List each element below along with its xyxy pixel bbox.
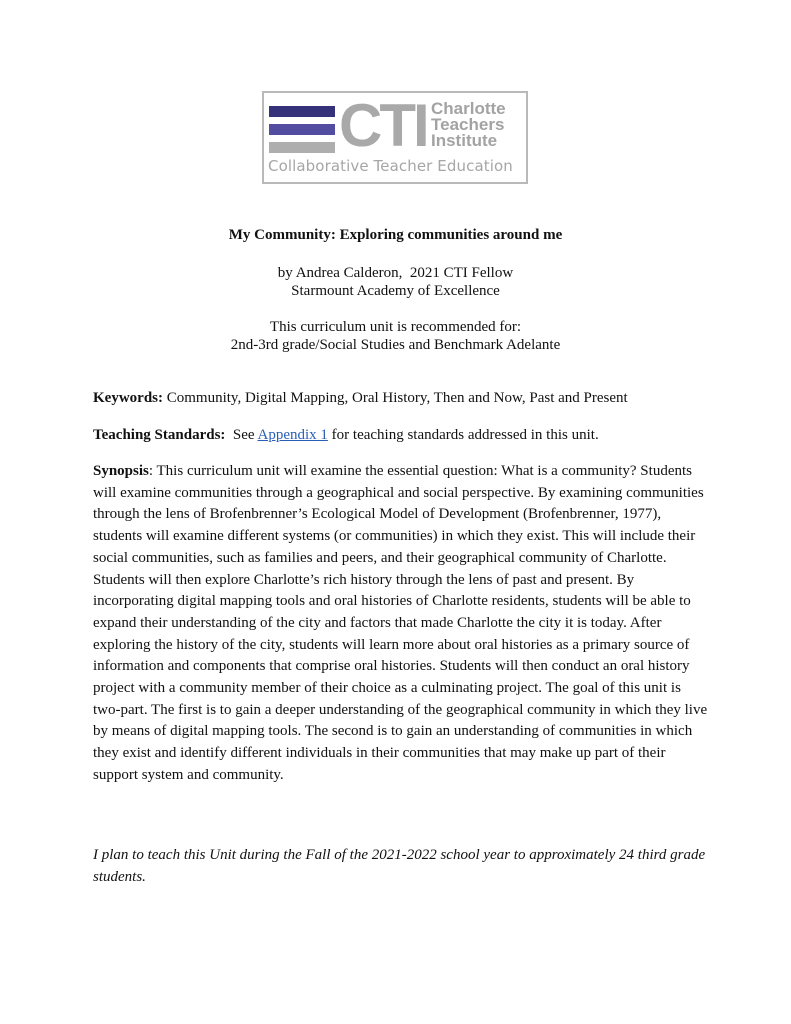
author-line: by Andrea Calderon, 2021 CTI Fellow <box>277 265 514 281</box>
logo-bar-dark <box>269 106 335 117</box>
recommendation-block <box>0 318 791 354</box>
document-title: My Community: Exploring communities around me <box>228 227 563 243</box>
teaching-standards-post: for teaching standards addressed in this unit. <box>327 427 599 443</box>
teaching-standards-paragraph <box>93 425 708 447</box>
teaching-plan-paragraph: I plan to teach this Unit during the Fall of the 2021-2022 school year to approximately 24 third grade students. <box>93 847 706 885</box>
cti-logo <box>262 91 528 184</box>
school-name: Starmount Academy of Excellence <box>291 283 500 299</box>
logo-tagline: Collaborative Teacher Education <box>268 157 513 175</box>
keywords-paragraph <box>93 388 708 410</box>
logo-org-name <box>431 101 506 149</box>
logo-org-line: Charlotte <box>431 99 506 118</box>
byline-block <box>0 264 791 300</box>
logo-bar-medium <box>269 124 335 135</box>
synopsis-paragraph <box>93 461 708 787</box>
logo-abbreviation: CTI <box>339 92 427 159</box>
keywords-value: Community, Digital Mapping, Oral History, Then and Now, Past and Present <box>163 390 628 406</box>
recommended-for: 2nd-3rd grade/Social Studies and Benchmark Adelante <box>230 337 561 353</box>
synopsis-text: : This curriculum unit will examine the essential question: What is a community? Students will examine communities through a geographical and social perspective. By examining communities through the lens of Brofenbrenner’s Ecological Model of Development (Brofenbrenner, 1977), students will examine different systems (or communities) in which they exist. This will include their social communities, such as families and peers, and their geographical community of Charlotte. Students will then explore Charlotte’s rich history through the lens of past and present. By incorporating digital mapping tools and oral histories of Charlotte residents, students will be able to expand their understanding of the city and factors that made Charlotte the city it is today. After exploring the history of the city, students will learn more about oral histories as a primary source of information and components that comprise oral histories. Students will then conduct an oral history project with a community member of their choice as a culminating project. The goal of this unit is two-part. The first is to gain a deeper understanding of the geographical community in which they live by means of digital mapping tools. The second is to gain an understanding of communities in which they exist and identify different individuals in their communities that may make up part of their support system and community. <box>93 463 708 783</box>
appendix-1-link[interactable]: Appendix 1 <box>257 427 328 443</box>
keywords-label: Keywords: <box>93 390 163 406</box>
logo-bar-gray <box>269 142 335 153</box>
synopsis-label: Synopsis <box>93 463 149 479</box>
logo-org-line: Institute <box>431 131 498 150</box>
teaching-standards-label: Teaching Standards: <box>93 427 226 443</box>
recommended-intro: This curriculum unit is recommended for: <box>269 319 522 335</box>
logo-org-line: Teachers <box>431 115 505 134</box>
teaching-standards-pre: See <box>225 427 258 443</box>
